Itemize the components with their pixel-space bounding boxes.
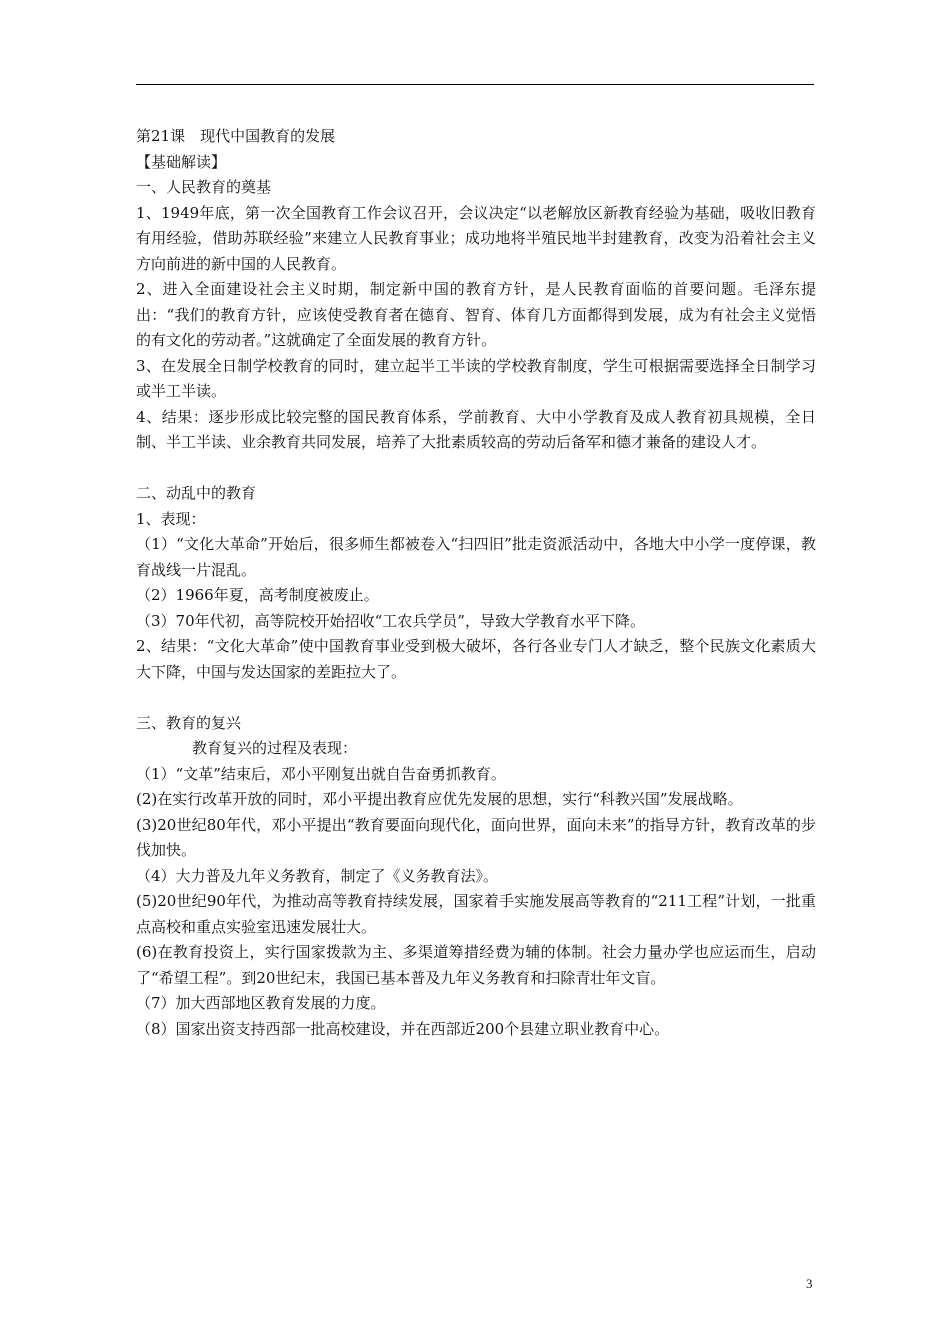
page-number: 3 xyxy=(806,1276,813,1291)
section-2-heading: 二、动乱中的教育 xyxy=(136,484,257,502)
section-3-heading: 三、教育的复兴 xyxy=(136,713,242,732)
section-1-paragraph: 1、1949年底，第一次全国教育工作会议召开，会议决定“以老解放区新教育经验为基础，吸收旧教育有用经验，借助苏联经验”来建立人民教育事业；成功地将半殖民地半封建教育，改变为沿着社会主义方向前进的新中国的人民教育。 xyxy=(136,203,816,273)
section-2-paragraph: （3）70年代初，高等院校开始招收“工农兵学员”，导致大学教育水平下降。 xyxy=(136,611,645,630)
section-2-paragraph: 1、表现： xyxy=(136,509,206,528)
spacer xyxy=(136,456,816,482)
spacer xyxy=(136,685,816,711)
section-3-paragraph: （4）大力普及九年义务教育，制定了《义务教育法》。 xyxy=(136,866,499,885)
section-3-paragraph: (2)在实行改革开放的同时，邓小平提出教育应优先发展的思想，实行“科教兴国”发展战略。 xyxy=(136,790,743,808)
section-1-paragraph: 3、在发展全日制学校教育的同时，建立起半工半读的学校教育制度，学生可根据需要选择全日制学习或半工半读。 xyxy=(136,356,816,400)
document-body xyxy=(136,124,816,1042)
lesson-title: 第21课 现代中国教育的发展 xyxy=(136,127,336,145)
section-3-paragraph: (5)20世纪90年代，为推动高等教育持续发展，国家着手实施发展高等教育的“211工程”计划，一批重点高校和重点实验室迅速发展壮大。 xyxy=(136,892,816,936)
section-2-paragraph: （1）“文化大革命”开始后，很多师生都被卷入“扫四旧”批走资派活动中，各地大中小学一度停课，教育战线一片混乱。 xyxy=(136,535,816,579)
section-marker: 【基础解读】 xyxy=(136,152,227,171)
section-1-heading: 一、人民教育的奠基 xyxy=(136,178,272,196)
section-3-paragraph: (6)在教育投资上，实行国家拨款为主、多渠道筹措经费为辅的体制。社会力量办学也应运而生，启动了“希望工程”。到20世纪末，我国已基本普及九年义务教育和扫除青壮年文盲。 xyxy=(136,943,816,987)
section-3-paragraph: （7）加大西部地区教育发展的力度。 xyxy=(136,994,386,1012)
section-1-paragraph: 4、结果：逐步形成比较完整的国民教育体系，学前教育、大中小学教育及成人教育初具规模，全日制、半工半读、业余教育共同发展，培养了大批素质较高的劳动后备军和德才兼备的建设人才。 xyxy=(136,407,816,451)
header-rule xyxy=(136,84,814,85)
section-2-paragraph: （2）1966年夏，高考制度被废止。 xyxy=(136,586,379,604)
section-3-intro: 教育复兴的过程及表现： xyxy=(192,739,358,757)
section-1-paragraph: 2、进入全面建设社会主义时期，制定新中国的教育方针，是人民教育面临的首要问题。毛泽东提出：“我们的教育方针，应该使受教育者在德育、智育、体育几方面都得到发展，成为有社会主义觉悟的有文化的劳动者。”这就确定了全面发展的教育方针。 xyxy=(136,280,816,349)
section-3-paragraph: （1）“文革”结束后，邓小平刚复出就自告奋勇抓教育。 xyxy=(136,764,506,783)
section-2-paragraph: 2、结果：“文化大革命”使中国教育事业受到极大破坏，各行各业专门人才缺乏，整个民族文化素质大大下降，中国与发达国家的差距拉大了。 xyxy=(136,637,816,681)
section-3-paragraph: (3)20世纪80年代，邓小平提出“教育要面向现代化，面向世界，面向未来”的指导方针，教育改革的步伐加快。 xyxy=(136,815,816,859)
section-3-paragraph: （8）国家出资支持西部一批高校建设，并在西部近200个县建立职业教育中心。 xyxy=(136,1019,670,1038)
